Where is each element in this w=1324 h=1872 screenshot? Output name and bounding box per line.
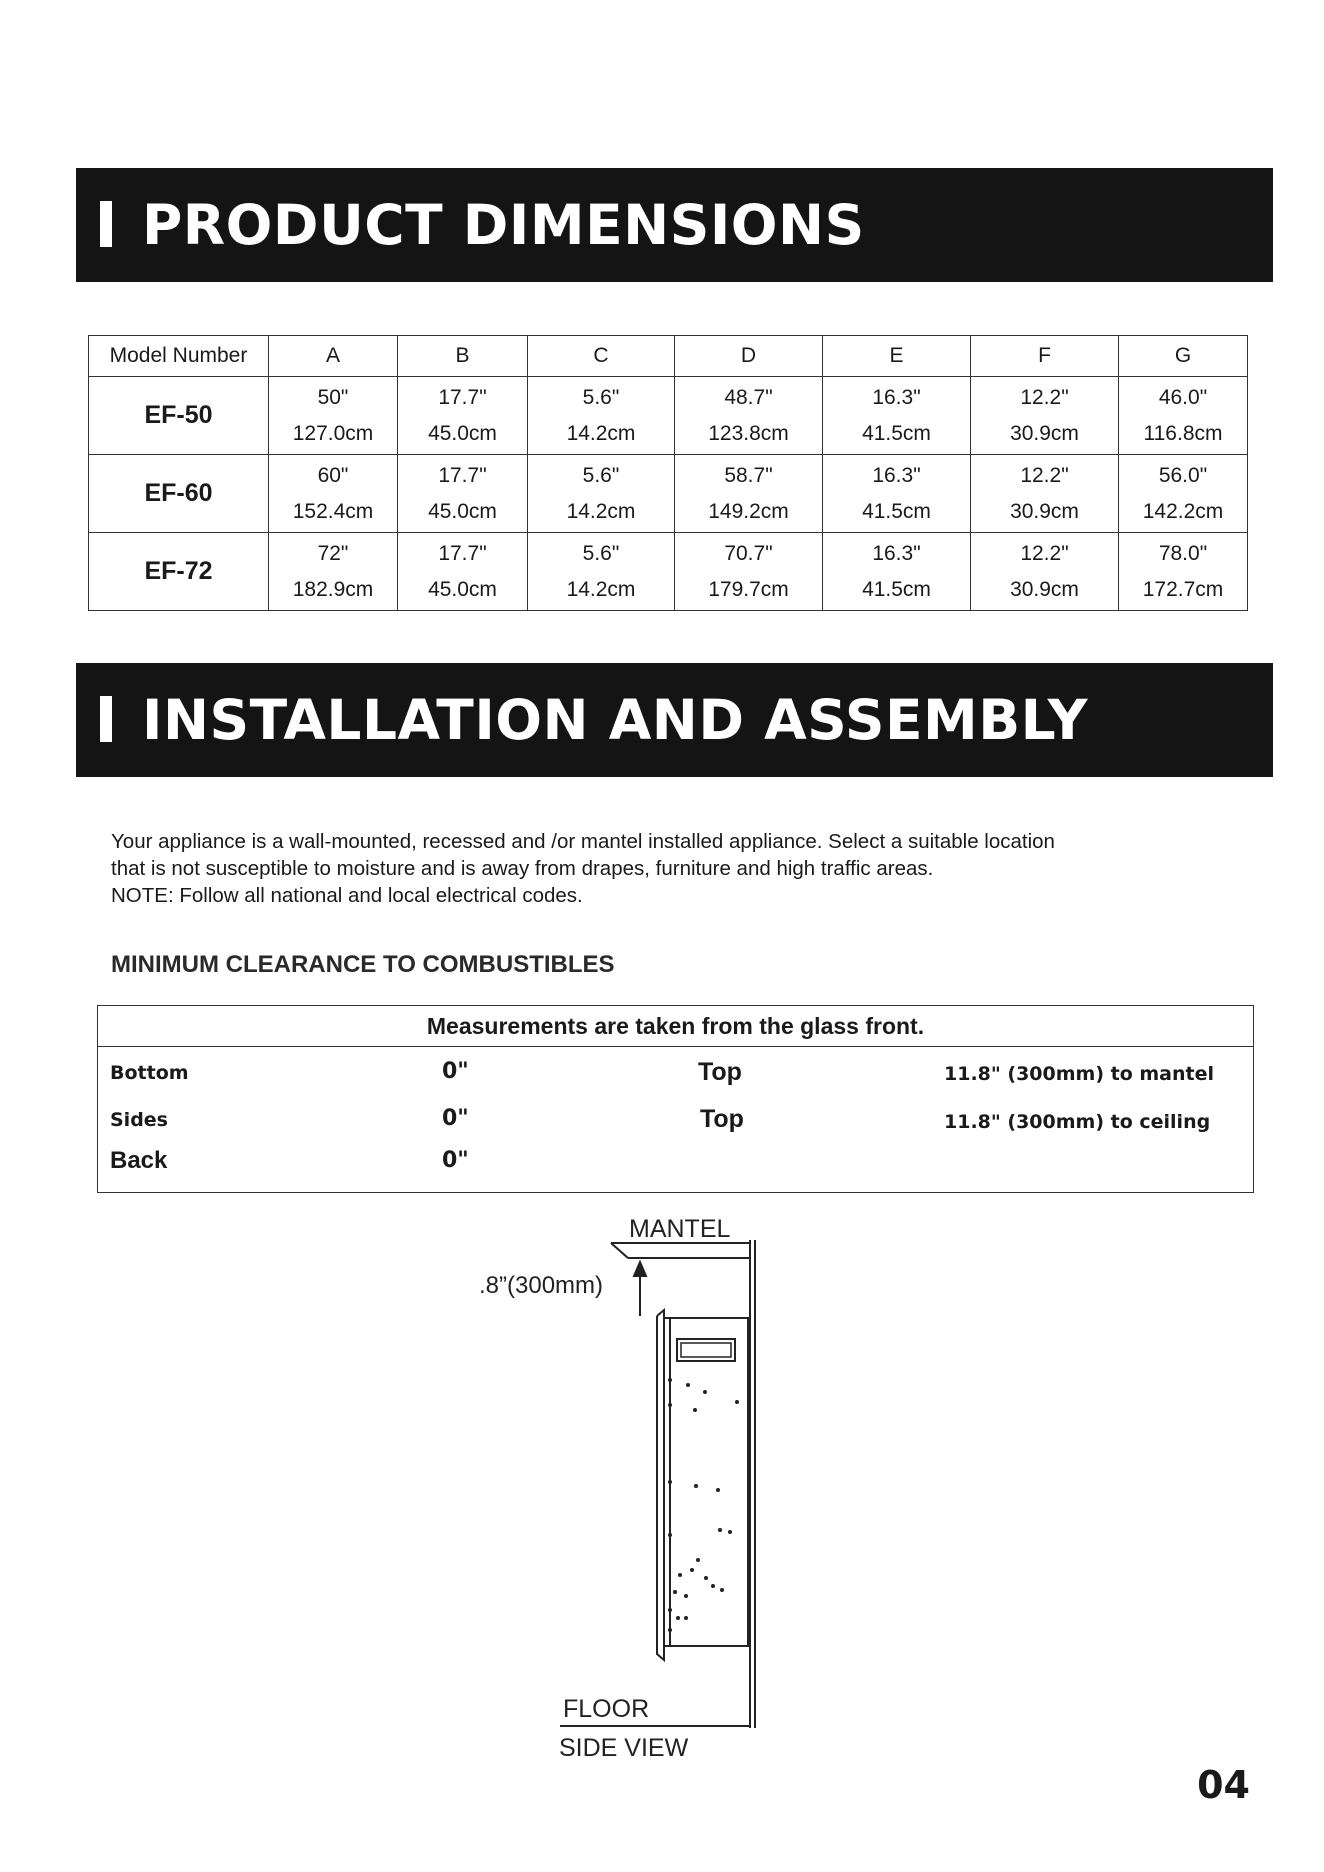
value-cm: 142.2cm — [1142, 500, 1224, 523]
value-inches: 12.2" — [1020, 386, 1069, 409]
floor-label: FLOOR — [563, 1695, 650, 1723]
clearance-header: Measurements are taken from the glass front. — [98, 1006, 1253, 1047]
value-cm: 41.5cm — [862, 578, 931, 601]
clearance-top-ceiling-label: Top — [700, 1105, 744, 1133]
value-cm: 116.8cm — [1143, 422, 1223, 445]
paragraph-line: that is not susceptible to moisture and is away from drapes, furniture and high traffic areas. — [111, 857, 934, 880]
header-cell: B — [398, 336, 528, 377]
value-inches: 12.2" — [1020, 542, 1069, 565]
value-inches: 48.7" — [724, 386, 773, 409]
value-cm: 41.5cm — [862, 422, 931, 445]
value-cm: 14.2cm — [566, 500, 636, 523]
value-inches: 17.7" — [438, 386, 487, 409]
value-inches: 58.7" — [724, 464, 773, 487]
clearance-sides-value: 0" — [442, 1106, 469, 1131]
value-cm: 172.7cm — [1142, 578, 1224, 601]
value-inches: 5.6" — [582, 464, 620, 487]
value-inches: 78.0" — [1158, 542, 1208, 565]
header-cell: Model Number — [89, 336, 269, 377]
clearance-bottom-label: Bottom — [110, 1062, 189, 1084]
header-cell: E — [823, 336, 971, 377]
header-cell: C — [528, 336, 675, 377]
value-inches: 16.3" — [872, 542, 921, 565]
page-number: 04 — [1197, 1763, 1250, 1807]
value-cm: 127.0cm — [292, 422, 374, 445]
clearance-top-mantel-label: Top — [698, 1058, 742, 1086]
clearance-top-ceiling-value: 11.8" (300mm) to ceiling — [944, 1111, 1211, 1133]
flame-dots — [668, 1378, 739, 1632]
value-cm: 179.7cm — [708, 578, 789, 601]
value-inches: 70.7" — [724, 542, 773, 565]
clearance-back-label: Back — [110, 1147, 168, 1174]
mantel-label: MANTEL — [629, 1215, 731, 1243]
value-inches: 5.6" — [582, 386, 620, 409]
header-cell: G — [1119, 336, 1248, 377]
value-cm: 182.9cm — [292, 578, 374, 601]
header-cell: D — [675, 336, 823, 377]
wall-line — [750, 1240, 755, 1728]
model-cell: EF-60 — [89, 455, 269, 533]
value-cm: 14.2cm — [566, 578, 636, 601]
clearance-top-mantel-value: 11.8" (300mm) to mantel — [944, 1063, 1215, 1085]
value-cm: 30.9cm — [1010, 500, 1079, 523]
value-inches: 72" — [317, 542, 349, 565]
value-cm: 14.2cm — [566, 422, 636, 445]
clearance-title: MINIMUM CLEARANCE TO COMBUSTIBLES — [111, 951, 615, 978]
value-inches: 50" — [317, 386, 349, 409]
value-cm: 152.4cm — [292, 500, 374, 523]
mantel-shelf — [611, 1243, 750, 1258]
value-cm: 45.0cm — [428, 422, 497, 445]
note-line: NOTE: Follow all national and local electrical codes. — [111, 884, 583, 907]
value-inches: 17.7" — [438, 542, 487, 565]
value-inches: 56.0" — [1158, 464, 1208, 487]
fireplace-unit — [657, 1310, 748, 1660]
model-cell: EF-50 — [89, 377, 269, 455]
value-inches: 16.3" — [872, 386, 921, 409]
model-cell: EF-72 — [89, 533, 269, 611]
value-cm: 41.5cm — [862, 500, 931, 523]
value-inches: 16.3" — [872, 464, 921, 487]
value-cm: 30.9cm — [1010, 578, 1079, 601]
value-cm: 30.9cm — [1010, 422, 1079, 445]
value-cm: 45.0cm — [428, 578, 497, 601]
section-title-installation: INSTALLATION AND ASSEMBLY — [142, 688, 1088, 752]
clearance-bottom-value: 0" — [442, 1059, 469, 1084]
value-inches: 46.0" — [1158, 386, 1208, 409]
value-inches: 60" — [317, 464, 349, 487]
value-inches: 17.7" — [438, 464, 487, 487]
header-cell: A — [269, 336, 398, 377]
side-view-label: SIDE VIEW — [559, 1734, 689, 1762]
clearance-back-value: 0" — [442, 1148, 469, 1173]
value-inches: 12.2" — [1020, 464, 1069, 487]
header-cell: F — [971, 336, 1119, 377]
value-cm: 123.8cm — [708, 422, 789, 445]
value-cm: 149.2cm — [708, 500, 789, 523]
clearance-arrow — [634, 1262, 646, 1316]
paragraph-line: Your appliance is a wall-mounted, recessed and /or mantel installed appliance. Select a suitable location — [111, 830, 1055, 853]
clearance-sides-label: Sides — [110, 1109, 168, 1131]
value-inches: 5.6" — [582, 542, 620, 565]
clearance-dimension-label: .8”(300mm) — [479, 1272, 604, 1299]
value-cm: 45.0cm — [428, 500, 497, 523]
section-title-dimensions: PRODUCT DIMENSIONS — [142, 193, 865, 257]
